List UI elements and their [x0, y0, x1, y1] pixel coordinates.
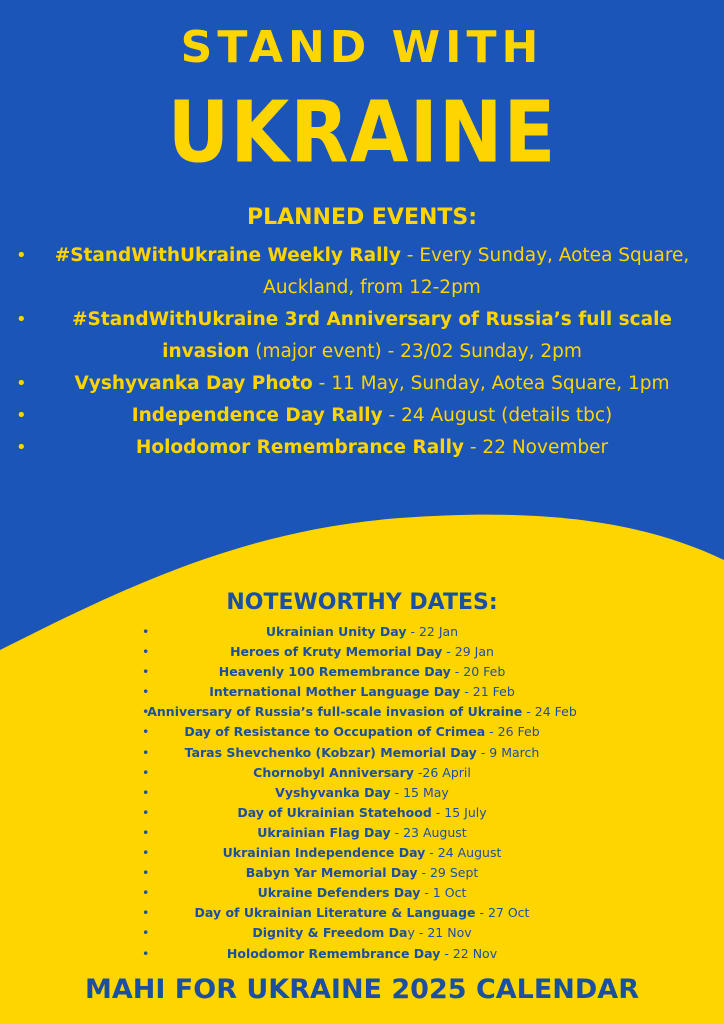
bullet-icon: •: [142, 945, 150, 961]
bullet-icon: •: [142, 644, 150, 660]
date-item: [0, 722, 724, 742]
bullet-icon: •: [142, 764, 150, 780]
bullet-icon: •: [142, 824, 150, 840]
bullet-icon: •: [16, 245, 27, 266]
date-value: - 27 Oct: [475, 905, 530, 921]
date-value: - 24 August: [425, 845, 502, 861]
event-details: - Every Sunday, Aotea Square, Auckland, from 12-2pm: [263, 245, 690, 298]
event-item: [0, 368, 724, 400]
event-item: [0, 304, 724, 368]
bullet-icon: •: [142, 804, 150, 820]
bullet-icon: •: [142, 744, 150, 760]
bullet-icon: •: [142, 784, 150, 800]
date-title: Heroes of Kruty Memorial Day: [230, 644, 443, 660]
date-item: [0, 743, 724, 763]
date-value: - 26 Feb: [485, 724, 540, 740]
event-title: #StandWithUkraine 3rd Anniversary of Russia’s full scale invasion: [72, 309, 672, 362]
event-details: (major event) - 23/02 Sunday, 2pm: [249, 341, 582, 362]
date-title: Ukraine Defenders Day: [257, 885, 421, 901]
date-value: - 29 Jan: [442, 644, 494, 660]
calendar-footer-title: MAHI FOR UKRAINE 2025 CALENDAR: [84, 974, 639, 1005]
header-line1: STAND WITH: [180, 22, 544, 73]
bullet-icon: •: [142, 925, 150, 941]
event-item: [0, 240, 724, 304]
date-item: [0, 783, 724, 803]
date-title: Taras Shevchenko (Kobzar) Memorial Day: [184, 744, 477, 760]
date-item: [0, 903, 724, 923]
event-title: Holodomor Remembrance Rally: [135, 437, 464, 458]
date-title: Ukrainian Independence Day: [222, 845, 426, 861]
date-item: [0, 883, 724, 903]
event-title: #StandWithUkraine Weekly Rally: [54, 245, 401, 266]
noteworthy-dates-heading: NOTEWORTHY DATES:: [226, 590, 498, 615]
planned-events-heading: PLANNED EVENTS:: [246, 205, 478, 230]
date-value: - 1 Oct: [420, 885, 467, 901]
date-title: Ukrainian Flag Day: [257, 824, 391, 840]
event-details: - 11 May, Sunday, Aotea Square, 1pm: [312, 373, 670, 394]
noteworthy-dates-list: [0, 622, 724, 964]
date-title: Ukrainian Unity Day: [265, 624, 407, 639]
date-item: [0, 923, 724, 943]
date-value: - 23 August: [390, 824, 467, 840]
bullet-icon: •: [16, 405, 27, 426]
bullet-icon: •: [16, 437, 27, 458]
bullet-icon: •: [142, 724, 150, 740]
date-value: - 22 Nov: [440, 945, 498, 961]
bullet-icon: •: [142, 704, 150, 720]
date-item: [0, 763, 724, 783]
date-item: [0, 863, 724, 883]
date-title: Day of Ukrainian Statehood: [237, 804, 432, 820]
date-item: [0, 622, 724, 642]
bullet-icon: •: [142, 885, 150, 901]
date-item: [0, 642, 724, 662]
date-value: - 21 Feb: [460, 684, 515, 700]
event-details: - 24 August (details tbc): [382, 405, 613, 426]
event-item: [0, 432, 724, 464]
date-item: [0, 843, 724, 863]
event-title: Independence Day Rally: [131, 405, 383, 426]
date-title: Day of Ukrainian Literature & Language: [194, 905, 476, 921]
date-title: Anniversary of Russia’s full-scale invasion of Ukraine: [147, 704, 523, 720]
bullet-icon: •: [142, 624, 150, 639]
date-value: - 24 Feb: [522, 704, 577, 720]
date-value: - 15 May: [390, 784, 449, 800]
event-title: Vyshyvanka Day Photo: [74, 373, 313, 394]
date-title: Babyn Yar Memorial Day: [245, 865, 418, 881]
date-title: Dignity & Freedom Da: [252, 925, 408, 941]
date-item: [0, 662, 724, 682]
event-details: - 22 November: [463, 437, 609, 458]
bullet-icon: •: [142, 865, 150, 881]
bullet-icon: •: [142, 845, 150, 861]
planned-events-list: [0, 240, 724, 464]
date-item: [0, 702, 724, 722]
date-value: - 29 Sept: [417, 865, 479, 881]
date-item: [0, 803, 724, 823]
date-title: Day of Resistance to Occupation of Crimea: [184, 724, 486, 740]
date-title: Holodomor Remembrance Day: [226, 945, 441, 961]
date-value: - 20 Feb: [450, 664, 506, 680]
bullet-icon: •: [142, 664, 150, 680]
date-value: - 15 July: [431, 804, 487, 820]
event-item: [0, 400, 724, 432]
date-value: y - 21 Nov: [407, 925, 472, 941]
date-value: - 9 March: [476, 744, 540, 760]
bullet-icon: •: [142, 905, 150, 921]
date-title: International Mother Language Day: [209, 684, 461, 700]
date-title: Vyshyvanka Day: [275, 784, 391, 800]
date-item: [0, 823, 724, 843]
date-title: Chornobyl Anniversary: [253, 764, 414, 780]
bullet-icon: •: [142, 684, 150, 700]
header-line2: UKRAINE: [167, 82, 557, 182]
date-item: [0, 682, 724, 702]
date-value: -26 April: [413, 764, 471, 780]
bullet-icon: •: [16, 373, 27, 394]
date-value: - 22 Jan: [406, 624, 459, 639]
date-title: Heavenly 100 Remembrance Day: [218, 664, 451, 680]
date-item: [0, 944, 724, 964]
bullet-icon: •: [16, 309, 27, 330]
